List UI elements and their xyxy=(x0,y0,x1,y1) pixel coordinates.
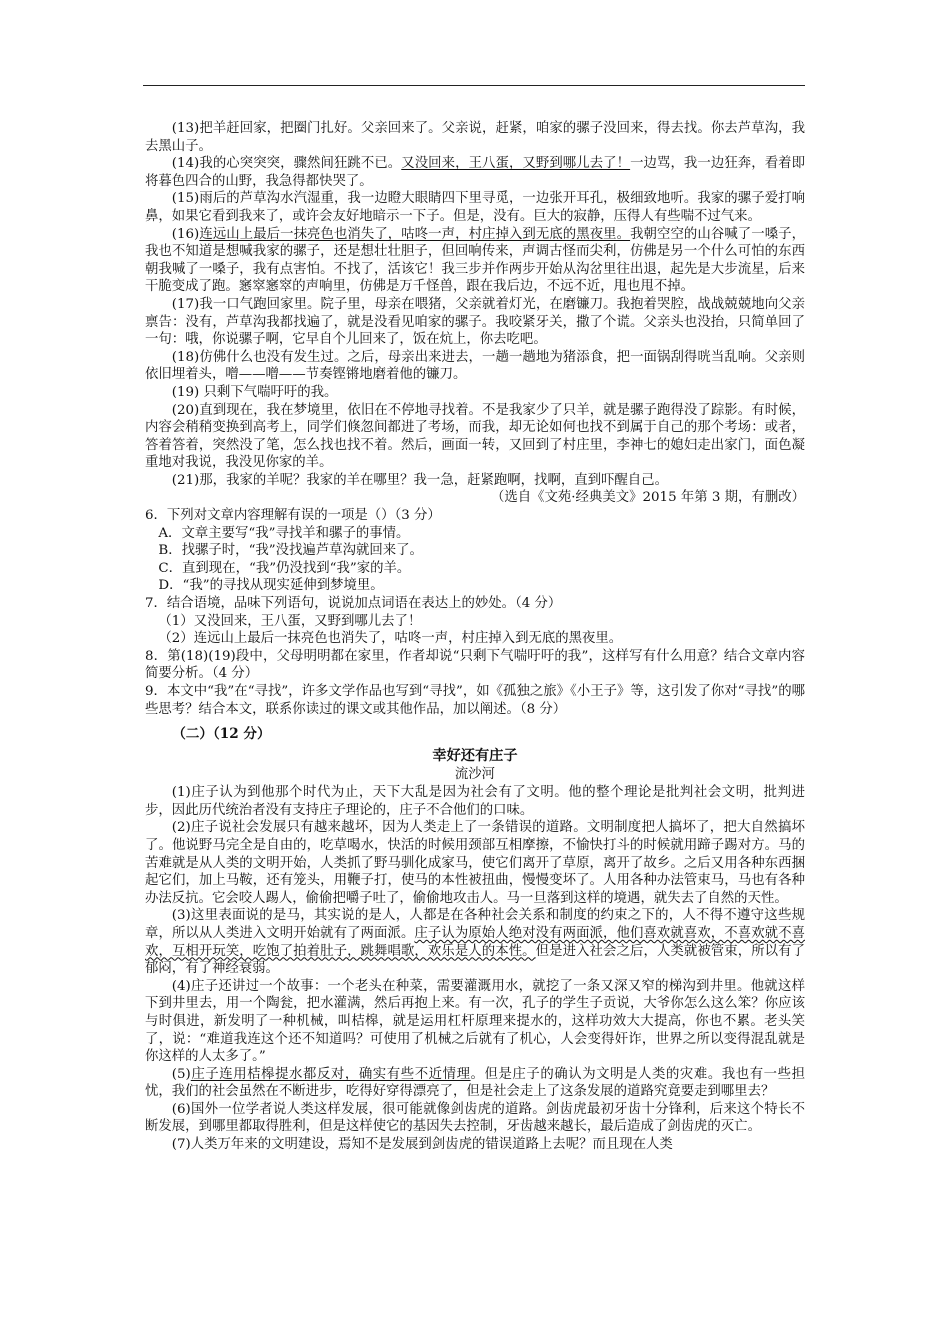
article-paragraph-3: (3)这里表面说的是马，其实说的是人，人都是在各种社会关系和制度的约束之下的，人不得不遵守这些规章，所以从人类进入文明开始就有了两面派。庄子认为原始人绝对没有两面派，他们喜欢就喜欢，不喜欢就不喜欢，互相开玩笑，吃饱了拍着肚子，跳舞唱歌，欢乐是人的本性。但是进入社会之后，人类就被管束，所以有了郁闷，有了神经衰弱。 xyxy=(145,908,806,977)
paragraph-15: (15)雨后的芦草沟水汽湿重，我一边瞪大眼睛四下里寻觅，一边张开耳孔，极细致地听。我家的骡子爱打响鼻，如果它看到我来了，或许会友好地暗示一下子。但是，没有。巨大的寂静，压得人有些喘不过气来。 xyxy=(145,191,805,224)
question-6: 6．下列对文章内容理解有误的一项是（）（3 分） xyxy=(145,508,441,524)
article-paragraph-2: (2)庄子说社会发展只有越来越坏，因为人类走上了一条错误的道路。文明制度把人搞坏了，把大自然搞坏了。他说野马完全是自由的，吃草喝水，快活的时候用颈部互相摩擦，不愉快打斗的时候就用蹄子踢对方。马的苦难就是从人类的文明开始，人类抓了野马驯化成家马，使它们离开了草原，离开了故乡。之后又用各种东西捆起它们，加上马鞍，还有笼头，用鞭子打，使马的本性被扭曲，慢慢变坏了。人用各种办法管束马，马也有各种办法反抗。它会咬人踢人，偷偷把嚼子吐了，偷偷地攻击人。马一旦落到这样的境遇，就失去了自然的天性。 xyxy=(145,820,805,906)
question-6-option-c: C．直到现在，“我”仍没找到“我”家的羊。 xyxy=(158,560,411,576)
section-two xyxy=(145,724,805,1153)
questions xyxy=(145,507,805,718)
source-citation: （选自《文苑·经典美文》2015 年第 3 期，有删改） xyxy=(490,490,805,506)
paragraph-20: (20)直到现在，我在梦境里，依旧在不停地寻找着。不是我家少了只羊，就是骡子跑得没了踪影。有时候，内容会稍稍变换到高考上，同学们倏忽间都进了考场，而我，却无论如何也找不到属于自己的那个考场：或者，答着答着，突然没了笔，怎么找也找不着。然后，画面一转，又回到了村庄里，李神七的媳妇走出家门，面色凝重地对我说，我没见你家的羊。 xyxy=(145,402,805,471)
question-8: 8．第(18)(19)段中，父母明明都在家里，作者却说“只剩下气喘吁吁的我”，这样写有什么用意？结合文章内容简要分析。（4 分） xyxy=(145,648,805,682)
paragraph-21: (21)那，我家的羊呢？我家的羊在哪里？我一急，赶紧跑啊，找啊，直到吓醒自己。 xyxy=(171,472,668,488)
question-7: 7．结合语境，品味下列语句，说说加点词语在表达上的妙处。（4 分） xyxy=(145,596,562,612)
question-7-item-1: （1）又没回来，王八蛋，又野到哪儿去了！ xyxy=(158,613,422,629)
underlined-sentence-5: 庄子连用桔槔提水都反对，确实有些不近情理 xyxy=(190,1066,471,1082)
article-author: 流沙河 xyxy=(454,767,496,783)
paragraph-13: (13)把羊赶回家，把圈门扎好。父亲回来了。父亲说，赶紧，咱家的骡子没回来，得去找。你去芦草沟，我去黑山子。 xyxy=(145,121,805,154)
article-paragraph-4: (4)庄子还讲过一个故事：一个老头在种菜，需要灌溉用水，就挖了一条又深又窄的梯沟到井里。他就这样下到井里去，用一个陶瓮，把水灌满，然后再抱上来。有一次，孔子的学生子贡说，大爷你怎么这么笨？你应该与时俱进，新发明了一种机械，叫桔槔，就是运用杠杆原理来提水的，这样功效大大提高，你也不累。老头笑了，说：“难道我连这个还不知道吗？可使用了机械之后就有了机心，人会变得奸诈，世界之所以变得混乱就是你这样的人太多了。” xyxy=(145,978,805,1065)
article-paragraph-5: (5)庄子连用桔槔提水都反对，确实有些不近情理。但是庄子的确认为文明是人类的灾难。我也有一些担忧，我们的社会虽然在不断进步，吃得好穿得漂亮了，但是社会走上了这条发展的道路究竟要走到哪里去？ xyxy=(145,1066,805,1100)
underlined-sentence-16: 连远山上最后一抹亮色也消失了，咕咚一声，村庄掉入到无底的黑夜里。 xyxy=(199,226,631,242)
paragraph-19: (19) 只剩下气喘吁吁的我。 xyxy=(171,384,338,400)
article-title: 幸好还有庄子 xyxy=(432,748,518,765)
wavy-underlined-sentence-3: 庄子认为原始人绝对没有两面派，他们喜欢就喜欢，不喜欢就不喜欢，互相开玩笑，吃饱了拍着肚子，跳舞唱歌，欢乐是人的本性。 xyxy=(145,925,805,959)
question-6-option-d: D．“我”的寻找从现实延伸到梦境里。 xyxy=(158,578,384,594)
paragraph-18: (18)仿佛什么也没有发生过。之后，母亲出来进去，一趟一趟地为猪添食，把一面锅刮得咣当乱响。父亲则依旧埋着头，噌——噌——节奏铿锵地磨着他的镰刀。 xyxy=(145,349,805,383)
question-6-option-a: A．文章主要写“我”寻找羊和骡子的事情。 xyxy=(158,525,410,541)
underlined-sentence-14: 又没回来，王八蛋，又野到哪儿去了！ xyxy=(401,156,631,172)
header-rule xyxy=(143,85,805,86)
article-paragraph-7: (7)人类万年来的文明建设，焉知不是发展到剑齿虎的错误道路上去呢？而且现在人类 xyxy=(171,1137,673,1153)
paragraph-16: (16)连远山上最后一抹亮色也消失了，咕咚一声，村庄掉入到无底的黑夜里。我朝空空的山谷喊了一嗓子，我也不知道是想喊我家的骡子，还是想壮壮胆子，但回响传来，声调古怪而尖利，仿佛是另一个什么可怕的东西朝我喊了一嗓子，我有点害怕。不找了，活该它！我三步并作两步开始从沟岔里往出退，起先是大步流星，后来干脆变成了跑。窸窣窸窣的声响里，仿佛是万千怪兽，跟在我后边，不远不近，甩也甩不掉。 xyxy=(145,226,806,295)
exam-page xyxy=(145,120,805,1154)
section-heading: （二）（12 分） xyxy=(172,726,271,743)
question-7-item-2: （2）连远山上最后一抹亮色也消失了，咕咚一声，村庄掉入到无底的黑夜里。 xyxy=(158,631,623,647)
passage-one xyxy=(145,120,805,507)
question-9: 9．本文中“我”在“寻找”，许多文学作品也写到“寻找”，如《孤独之旅》《小王子》等，这引发了你对“寻找”的哪些思考？结合本文，联系你读过的课文或其他作品，加以阐述。（8 分） xyxy=(145,684,805,717)
paragraph-17: (17)我一口气跑回家里。院子里，母亲在喂猪，父亲就着灯光，在磨镰刀。我抱着哭腔，战战兢兢地向父亲禀告：没有，芦草沟我都找遍了，就是没看见咱家的骡子。我咬紧牙关，撒了个谎。父亲头也没抬，只简单回了一句：哦，你说骡子啊，它早自个儿回来了，饭在炕上，你去吃吧。 xyxy=(145,296,805,348)
paragraph-14: (14)我的心突突突，骤然间狂跳不已。又没回来，王八蛋，又野到哪儿去了！一边骂，我一边狂奔，看着即将暮色四合的山野，我急得都快哭了。 xyxy=(145,156,806,189)
question-6-option-b: B．找骡子时，“我”没找遍芦草沟就回来了。 xyxy=(158,543,423,559)
article-paragraph-6: (6)国外一位学者说人类这样发展，很可能就像剑齿虎的道路。剑齿虎最初牙齿十分锋利，后来这个特长不断发展，到哪里都取得胜利，但是这样使它的基因失去控制，牙齿越来越长，最后造成了剑齿虎的灭亡。 xyxy=(145,1101,805,1135)
article-paragraph-1: (1)庄子认为到他那个时代为止，天下大乱是因为社会有了文明。他的整个理论是批判社会文明，批判进步，因此历代统治者没有支持庄子理论的，庄子不合他们的口味。 xyxy=(145,785,805,818)
